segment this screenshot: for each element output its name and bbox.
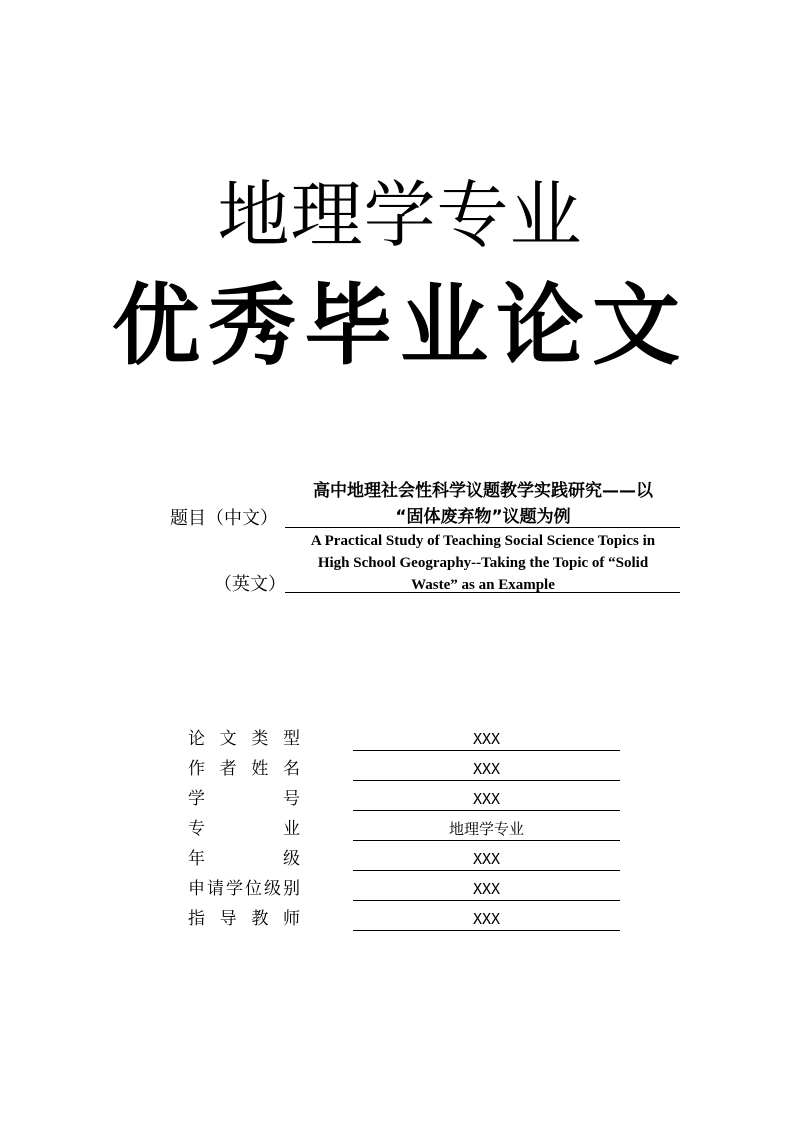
info-value: XXX <box>472 850 501 868</box>
info-underline <box>353 810 620 811</box>
topic-cn-label: 题目（中文） <box>170 508 278 529</box>
topic-cn-underline <box>285 527 680 528</box>
topic-en-underline <box>285 592 680 593</box>
info-value: XXX <box>472 730 501 748</box>
info-label: 专业 <box>188 819 300 839</box>
info-value: XXX <box>472 880 501 898</box>
info-underline <box>353 870 620 871</box>
info-label: 指导教师 <box>188 909 300 929</box>
topic-cn-line-1: 高中地理社会性科学议题教学实践研究——以 <box>313 481 653 501</box>
info-underline <box>353 900 620 901</box>
info-underline <box>353 930 620 931</box>
info-underline <box>353 780 620 781</box>
info-value: XXX <box>472 790 501 808</box>
info-underline <box>353 840 620 841</box>
topic-en-line-1: A Practical Study of Teaching Social Science Topics in <box>310 533 656 549</box>
info-row-degree-level <box>188 875 628 905</box>
topic-cn-line-2: “固体废弃物”议题为例 <box>395 507 571 527</box>
cover-title-thesis: 优秀毕业论文 <box>111 273 688 377</box>
info-value: 地理学专业 <box>448 820 524 838</box>
info-table <box>188 725 628 935</box>
info-label: 年级 <box>188 849 300 869</box>
info-row-advisor <box>188 905 628 935</box>
cover-title-major: 地理学专业 <box>217 173 583 257</box>
info-label: 学号 <box>188 789 300 809</box>
info-row-student-id <box>188 785 628 815</box>
info-row-grade <box>188 845 628 875</box>
info-value: XXX <box>472 910 501 928</box>
info-value: XXX <box>472 760 501 778</box>
topic-cn-text <box>288 478 678 530</box>
info-label: 作者姓名 <box>188 759 300 779</box>
topic-en-text <box>288 530 678 596</box>
info-label: 申请学位级别 <box>188 879 300 899</box>
topic-en-line-2: High School Geography--Taking the Topic of “Solid <box>317 555 649 571</box>
info-row-major <box>188 815 628 845</box>
info-label: 论文类型 <box>188 729 300 749</box>
info-row-thesis-type <box>188 725 628 755</box>
info-underline <box>353 750 620 751</box>
topic-en-label: （英文） <box>214 574 286 595</box>
topic-en-line-3: Waste” as an Example <box>411 577 555 593</box>
info-row-author <box>188 755 628 785</box>
